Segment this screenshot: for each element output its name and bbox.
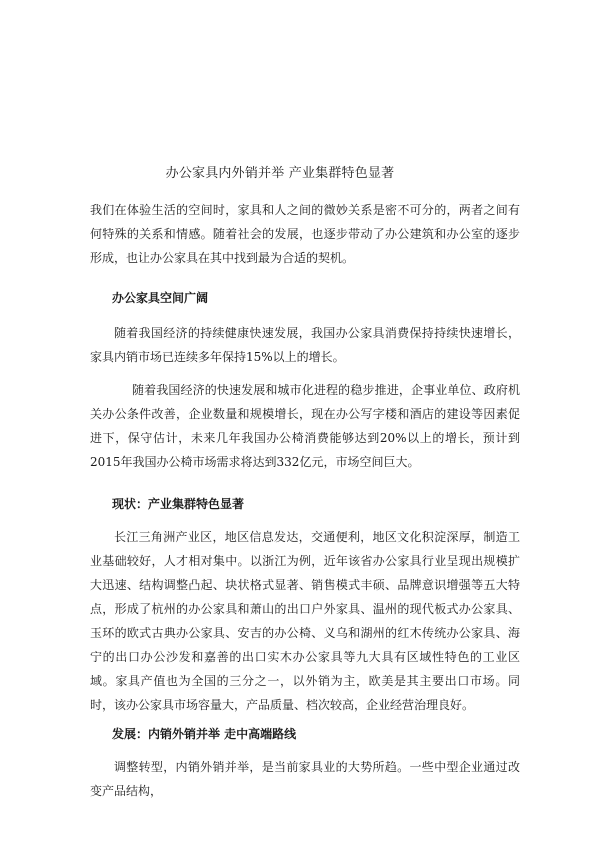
section-heading-space: 办公家具空间广阔 bbox=[112, 291, 209, 305]
page-title: 办公家具内外销并举 产业集群特色显著 bbox=[165, 166, 395, 181]
section-development-paragraph-1: 调整转型，内销外销并举，是当前家具业的大势所趋。一些中型企业通过改变产品结构， bbox=[90, 760, 520, 798]
section-space-paragraph-2: 随着我国经济的快速发展和城市化进程的稳步推进，企事业单位、政府机关办公条件改善，企业数量和规模增长，现在办公写字楼和酒店的建设等因素促进下，保守估计，未来几年我国办公椅消费能够达到20%以上的增长，预计到2015年我国办公椅市场需求将达到332亿元，市场空间巨大。 bbox=[90, 383, 520, 469]
section-status-paragraph-1: 长江三角洲产业区，地区信息发达，交通便利，地区文化积淀深厚，制造工业基础较好，人才相对集中。以浙江为例，近年该省办公家具行业呈现出规模扩大迅速、结构调整凸起、块状格式显著、销售模式丰硕、品牌意识增强等五大特点，形成了杭州的办公家具和萧山的出口户外家具、温州的现代板式办公家具、玉环的欧式古典办公家具、安吉的办公椅、义乌和湖州的红木传统办公家具、海宁的出口办公沙发和嘉善的出口实木办公家具等九大具有区域性特色的工业区域。家具产值也为全国的三分之一，以外销为主，欧美是其主要出口市场。同时，该办公家具市场容量大，产品质量、档次较高，企业经营治理良好。 bbox=[90, 530, 520, 712]
intro-paragraph: 我们在体验生活的空间时，家具和人之间的微妙关系是密不可分的，两者之间有何特殊的关系和情感。随着社会的发展，也逐步带动了办公建筑和办公室的逐步形成，也让办公家具在其中找到最为合适的契机。 bbox=[90, 203, 520, 265]
section-space-paragraph-1: 随着我国经济的持续健康快速发展，我国办公家具消费保持持续快速增长，家具内销市场已连续多年保持15%以上的增长。 bbox=[90, 326, 520, 364]
section-heading-status: 现状：产业集群特色显著 bbox=[112, 497, 245, 511]
section-heading-development: 发展：内销外销并举 走中高端路线 bbox=[112, 727, 297, 741]
